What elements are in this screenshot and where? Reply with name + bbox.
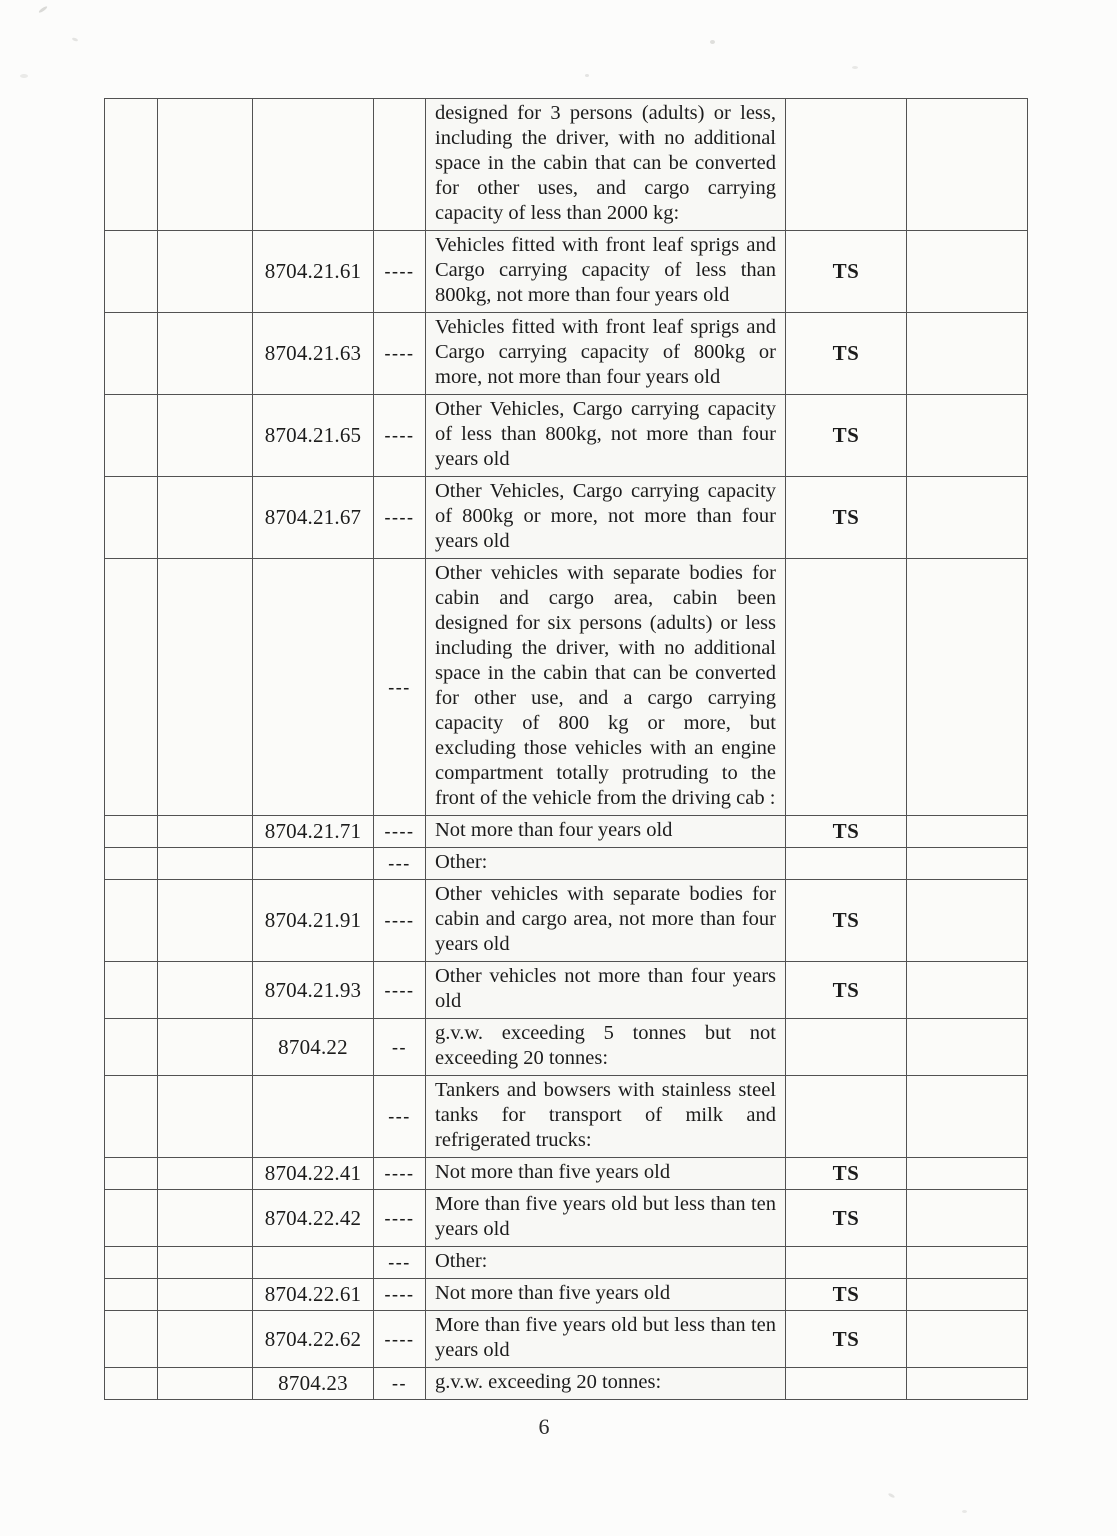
heading-column-cell — [105, 231, 158, 313]
description-cell: Vehicles fitted with front leaf sprigs and Cargo carrying capacity of 800kg or more, not more than four years old — [426, 313, 786, 395]
heading-column-cell — [105, 1279, 158, 1311]
duty-status-cell: TS — [786, 231, 907, 313]
duty-status-cell — [786, 1019, 907, 1076]
dash-level-cell: ---- — [374, 231, 426, 313]
table-row — [105, 99, 1028, 231]
scan-speck — [72, 37, 79, 42]
dash-level-cell: ---- — [374, 313, 426, 395]
scan-speck — [710, 40, 715, 44]
remarks-column-cell — [907, 1279, 1028, 1311]
remarks-column-cell — [907, 1158, 1028, 1190]
hs-code-cell — [253, 559, 374, 816]
subheading-column-cell — [158, 1190, 253, 1247]
subheading-column-cell — [158, 880, 253, 962]
subheading-column-cell — [158, 1247, 253, 1279]
heading-column-cell — [105, 1311, 158, 1368]
subheading-column-cell — [158, 962, 253, 1019]
heading-column-cell — [105, 1019, 158, 1076]
heading-column-cell — [105, 962, 158, 1019]
hs-code-cell: 8704.21.91 — [253, 880, 374, 962]
description-cell: Not more than four years old — [426, 816, 786, 848]
subheading-column-cell — [158, 1368, 253, 1400]
duty-status-cell — [786, 848, 907, 880]
table-row — [105, 1190, 1028, 1247]
table-row — [105, 1158, 1028, 1190]
table-row — [105, 231, 1028, 313]
duty-status-cell: TS — [786, 816, 907, 848]
subheading-column-cell — [158, 1279, 253, 1311]
hs-code-cell — [253, 99, 374, 231]
remarks-column-cell — [907, 1076, 1028, 1158]
hs-code-cell: 8704.21.65 — [253, 395, 374, 477]
description-cell: Other Vehicles, Cargo carrying capacity of 800kg or more, not more than four years old — [426, 477, 786, 559]
dash-level-cell: --- — [374, 1247, 426, 1279]
description-cell: Other vehicles with separate bodies for cabin and cargo area, cabin been designed for six persons (adults) or less including the driver, with no additional space in the cabin that can be converted for other use, and a cargo carrying capacity of 800 kg or more, but excluding those vehicles with an engine compartment totally protruding to the front of the vehicle from the driving cab : — [426, 559, 786, 816]
dash-level-cell: -- — [374, 1019, 426, 1076]
hs-code-cell: 8704.21.63 — [253, 313, 374, 395]
heading-column-cell — [105, 1247, 158, 1279]
dash-level-cell: --- — [374, 848, 426, 880]
remarks-column-cell — [907, 848, 1028, 880]
subheading-column-cell — [158, 395, 253, 477]
table-row — [105, 1247, 1028, 1279]
hs-code-cell: 8704.22 — [253, 1019, 374, 1076]
table-row — [105, 477, 1028, 559]
heading-column-cell — [105, 1158, 158, 1190]
duty-status-cell: TS — [786, 1311, 907, 1368]
duty-status-cell: TS — [786, 477, 907, 559]
dash-level-cell: ---- — [374, 816, 426, 848]
description-cell: g.v.w. exceeding 20 tonnes: — [426, 1368, 786, 1400]
scan-speck — [38, 5, 48, 13]
subheading-column-cell — [158, 1311, 253, 1368]
description-cell: g.v.w. exceeding 5 tonnes but not exceeding 20 tonnes: — [426, 1019, 786, 1076]
subheading-column-cell — [158, 816, 253, 848]
duty-status-cell: TS — [786, 313, 907, 395]
table-row — [105, 395, 1028, 477]
dash-level-cell: -- — [374, 1368, 426, 1400]
description-cell: Other vehicles not more than four years old — [426, 962, 786, 1019]
description-cell: Other: — [426, 1247, 786, 1279]
table-row — [105, 816, 1028, 848]
remarks-column-cell — [907, 477, 1028, 559]
hs-code-cell: 8704.22.62 — [253, 1311, 374, 1368]
scan-speck — [20, 74, 28, 78]
table-row — [105, 1279, 1028, 1311]
heading-column-cell — [105, 848, 158, 880]
scan-speck — [888, 1492, 896, 1498]
remarks-column-cell — [907, 313, 1028, 395]
description-cell: designed for 3 persons (adults) or less, including the driver, with no additional space in the cabin that can be converted for other uses, and cargo carrying capacity of less than 2000 kg: — [426, 99, 786, 231]
hs-code-cell: 8704.22.42 — [253, 1190, 374, 1247]
subheading-column-cell — [158, 848, 253, 880]
duty-status-cell — [786, 1076, 907, 1158]
table-row — [105, 962, 1028, 1019]
duty-status-cell — [786, 1247, 907, 1279]
subheading-column-cell — [158, 231, 253, 313]
heading-column-cell — [105, 477, 158, 559]
duty-status-cell — [786, 1368, 907, 1400]
table-row — [105, 1311, 1028, 1368]
dash-level-cell: ---- — [374, 1190, 426, 1247]
hs-code-cell: 8704.23 — [253, 1368, 374, 1400]
description-cell: Not more than five years old — [426, 1158, 786, 1190]
tariff-table-body — [105, 99, 1028, 1400]
scan-speck — [852, 66, 858, 69]
dash-level-cell: --- — [374, 1076, 426, 1158]
description-cell: Other vehicles with separate bodies for cabin and cargo area, not more than four years old — [426, 880, 786, 962]
hs-code-cell: 8704.21.61 — [253, 231, 374, 313]
subheading-column-cell — [158, 1158, 253, 1190]
subheading-column-cell — [158, 99, 253, 231]
dash-level-cell: ---- — [374, 880, 426, 962]
description-cell: More than five years old but less than ten years old — [426, 1190, 786, 1247]
description-cell: Not more than five years old — [426, 1279, 786, 1311]
hs-code-cell: 8704.21.93 — [253, 962, 374, 1019]
remarks-column-cell — [907, 559, 1028, 816]
dash-level-cell — [374, 99, 426, 231]
description-cell: Other: — [426, 848, 786, 880]
subheading-column-cell — [158, 559, 253, 816]
subheading-column-cell — [158, 313, 253, 395]
heading-column-cell — [105, 559, 158, 816]
scan-speck — [962, 1510, 967, 1513]
hs-code-cell: 8704.21.71 — [253, 816, 374, 848]
dash-level-cell: ---- — [374, 395, 426, 477]
hs-code-cell: 8704.22.61 — [253, 1279, 374, 1311]
heading-column-cell — [105, 816, 158, 848]
heading-column-cell — [105, 1190, 158, 1247]
duty-status-cell — [786, 99, 907, 231]
scan-speck — [585, 74, 589, 77]
page-number: 6 — [538, 1414, 550, 1439]
hs-code-cell — [253, 1076, 374, 1158]
table-row — [105, 848, 1028, 880]
table-row — [105, 559, 1028, 816]
remarks-column-cell — [907, 1247, 1028, 1279]
duty-status-cell: TS — [786, 1158, 907, 1190]
dash-level-cell: ---- — [374, 962, 426, 1019]
duty-status-cell: TS — [786, 1190, 907, 1247]
hs-code-cell — [253, 848, 374, 880]
heading-column-cell — [105, 1076, 158, 1158]
remarks-column-cell — [907, 1190, 1028, 1247]
heading-column-cell — [105, 313, 158, 395]
hs-code-cell — [253, 1247, 374, 1279]
dash-level-cell: ---- — [374, 477, 426, 559]
remarks-column-cell — [907, 816, 1028, 848]
hs-code-cell: 8704.22.41 — [253, 1158, 374, 1190]
dash-level-cell: ---- — [374, 1158, 426, 1190]
description-cell: Vehicles fitted with front leaf sprigs and Cargo carrying capacity of less than 800kg, not more than four years old — [426, 231, 786, 313]
subheading-column-cell — [158, 477, 253, 559]
dash-level-cell: ---- — [374, 1311, 426, 1368]
heading-column-cell — [105, 99, 158, 231]
dash-level-cell: --- — [374, 559, 426, 816]
remarks-column-cell — [907, 1311, 1028, 1368]
description-cell: Other Vehicles, Cargo carrying capacity of less than 800kg, not more than four years old — [426, 395, 786, 477]
remarks-column-cell — [907, 962, 1028, 1019]
subheading-column-cell — [158, 1076, 253, 1158]
remarks-column-cell — [907, 880, 1028, 962]
remarks-column-cell — [907, 1019, 1028, 1076]
heading-column-cell — [105, 395, 158, 477]
description-cell: Tankers and bowsers with stainless steel tanks for transport of milk and refrigerated trucks: — [426, 1076, 786, 1158]
remarks-column-cell — [907, 231, 1028, 313]
table-row — [105, 1019, 1028, 1076]
duty-status-cell: TS — [786, 395, 907, 477]
table-row — [105, 1076, 1028, 1158]
duty-status-cell: TS — [786, 1279, 907, 1311]
description-cell: More than five years old but less than ten years old — [426, 1311, 786, 1368]
subheading-column-cell — [158, 1019, 253, 1076]
hs-code-cell: 8704.21.67 — [253, 477, 374, 559]
duty-status-cell — [786, 559, 907, 816]
heading-column-cell — [105, 1368, 158, 1400]
remarks-column-cell — [907, 395, 1028, 477]
tariff-schedule-table — [104, 98, 1028, 1400]
remarks-column-cell — [907, 99, 1028, 231]
heading-column-cell — [105, 880, 158, 962]
dash-level-cell: ---- — [374, 1279, 426, 1311]
remarks-column-cell — [907, 1368, 1028, 1400]
table-row — [105, 313, 1028, 395]
duty-status-cell: TS — [786, 962, 907, 1019]
table-row — [105, 880, 1028, 962]
duty-status-cell: TS — [786, 880, 907, 962]
table-row — [105, 1368, 1028, 1400]
